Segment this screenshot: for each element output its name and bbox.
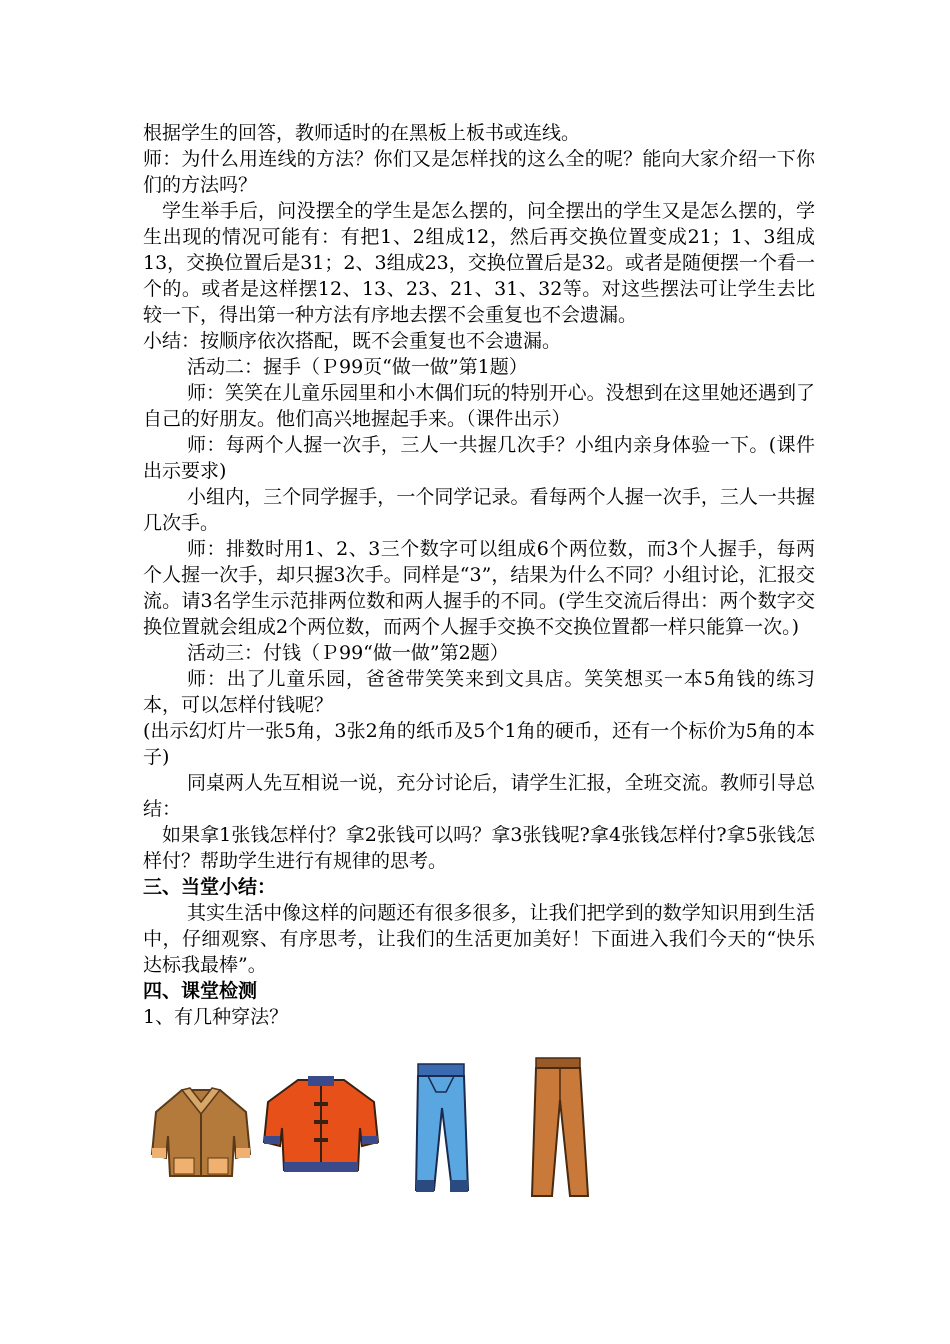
paragraph-slide-money: (出示幻灯片一张5角，3张2角的纸币及5个1角的硬币，还有一个标价为5角的本子) — [143, 720, 815, 768]
question-ways-to-dress: 1、有几种穿法？ — [143, 1006, 289, 1028]
brown-jacket-icon — [150, 1084, 252, 1184]
paragraph-summary: 小结：按顺序依次搭配，既不会重复也不会遗漏。 — [143, 330, 562, 352]
paragraph-handshake-question: 师：每两个人握一次手，三人一共握几次手？小组内亲身体验一下。(课件出示要求) — [143, 434, 815, 482]
document-body — [143, 120, 815, 1030]
paragraph-activity-two: 活动二：握手（Ｐ99页“做一做”第1题） — [187, 356, 528, 378]
tan-pants-icon — [522, 1056, 594, 1202]
paragraph-teacher-question: 师：为什么用连线的方法？你们又是怎样找的这么全的呢？能向大家介绍一下你们的方法吗？ — [143, 148, 815, 196]
blue-pants-icon — [408, 1062, 474, 1196]
heading-class-summary: 三、当堂小结： — [143, 876, 277, 898]
paragraph-desk-mates: 同桌两人先互相说一说，充分讨论后，请学生汇报，全班交流。教师引导总结： — [143, 772, 815, 820]
paragraph-life-math: 其实生活中像这样的问题还有很多很多，让我们把学到的数学知识用到生活中，仔细观察、有序思考，让我们的生活更加美好！下面进入我们今天的“快乐达标我最棒”。 — [143, 902, 815, 976]
paragraph-payment-questions: 如果拿1张钱怎样付？拿2张钱可以吗？拿3张钱呢?拿4张钱怎样付?拿5张钱怎样付？帮助学生进行有规律的思考。 — [143, 824, 815, 872]
paragraph-answer: 根据学生的回答，教师适时的在黑板上板书或连线。 — [143, 122, 581, 144]
paragraph-stationery-store: 师：出了儿童乐园，爸爸带笑笑来到文具店。笑笑想买一本5角钱的练习本，可以怎样付钱呢？ — [143, 668, 815, 716]
orange-jacket-icon — [262, 1072, 380, 1182]
paragraph-compare: 师：排数时用1、2、3三个数字可以组成6个两位数，而3个人握手，每两个人握一次手，却只握3次手。同样是“3”，结果为什么不同？小组讨论，汇报交流。请3名学生示范排两位数和两人握手的不同。(学生交流后得出：两个数字交换位置就会组成2个两位数，而两个人握手交换不交换位置都一样只能算一次。) — [143, 538, 815, 638]
clothing-images — [150, 1044, 600, 1204]
paragraph-activity-three: 活动三：付钱（Ｐ99“做一做”第2题） — [187, 642, 509, 664]
paragraph-student-cases: 学生举手后，问没摆全的学生是怎么摆的，问全摆出的学生又是怎么摆的，学生出现的情况可能有：有把1、2组成12，然后再交换位置变成21；1、3组成13，交换位置后是31；2、3组成23，交换位置后是32。或者是随便摆一个看一个的。或者是这样摆12、13、23、21、31、32等。对这些摆法可让学生去比较一下，得出第一种方法有序地去摆不会重复也不会遗漏。 — [143, 200, 815, 326]
paragraph-group-handshake: 小组内，三个同学握手，一个同学记录。看每两个人握一次手，三人一共握几次手。 — [143, 486, 815, 534]
paragraph-xiaoxiao-park: 师：笑笑在儿童乐园里和小木偶们玩的特别开心。没想到在这里她还遇到了自己的好朋友。他们高兴地握起手来。（课件出示） — [143, 382, 815, 430]
heading-class-test: 四、课堂检测 — [143, 980, 258, 1002]
